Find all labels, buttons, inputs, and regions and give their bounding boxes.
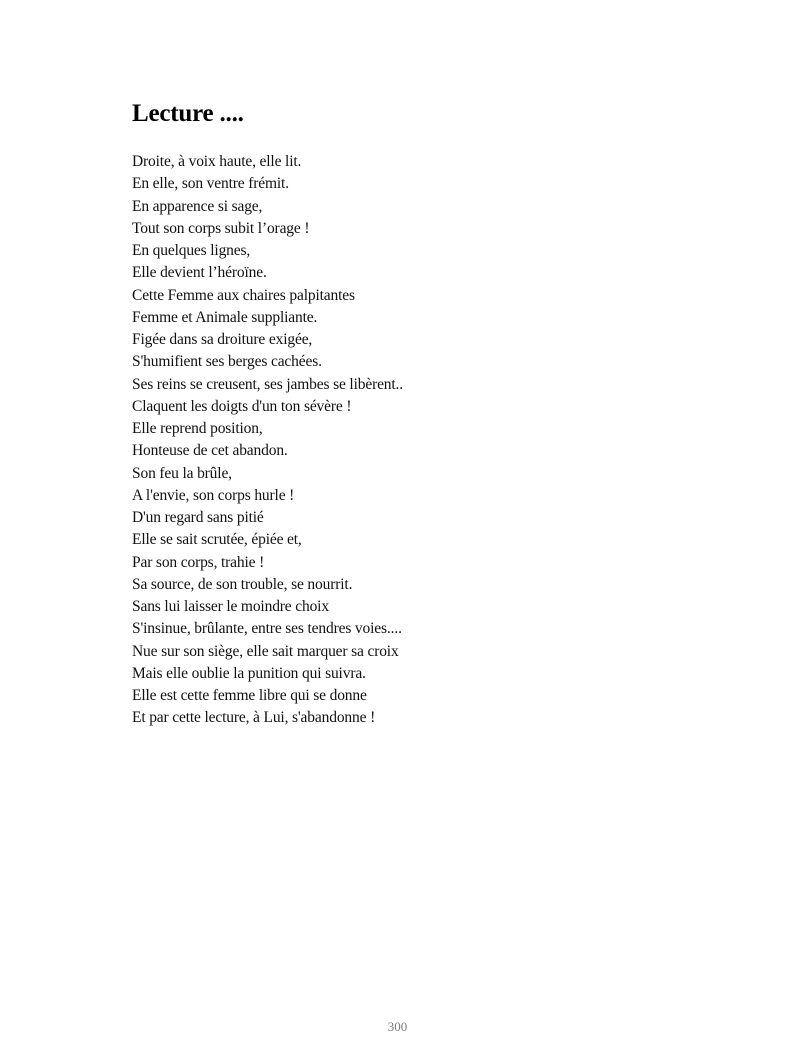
poem-line: Tout son corps subit l’orage ! [132,219,310,237]
poem-line: Sans lui laisser le moindre choix [132,598,329,615]
poem-line: En elle, son ventre frémit. [132,175,289,193]
poem-line: Femme et Animale suppliante. [132,308,318,326]
poem-line: En apparence si sage, [132,197,263,215]
poem-line: Elle se sait scrutée, épiée et, [132,531,302,549]
page-title: Lecture .... [132,100,244,127]
poem-line: Droite, à voix haute, elle lit. [132,153,302,170]
poem-line: Elle devient l’héroïne. [132,264,267,282]
poem-line: Figée dans sa droiture exigée, [132,331,313,348]
page-number: 300 [387,1019,408,1034]
poem-line: Son feu la brûle, [132,464,232,482]
poem-text [132,151,403,730]
poem-line: Elle est cette femme libre qui se donne [132,687,367,704]
poem-line: S'insinue, brûlante, entre ses tendres voies.... [132,620,402,638]
poem-line: En quelques lignes, [132,242,251,259]
poem-line: A l'envie, son corps hurle ! [132,486,295,504]
poem-line: D'un regard sans pitié [132,509,264,526]
poem-line: Ses reins se creusent, ses jambes se libèrent.. [132,375,404,393]
poem-line: Claquent les doigts d'un ton sévère ! [132,397,352,415]
poem-line: Et par cette lecture, à Lui, s'abandonne ! [132,709,376,727]
poem-line: Cette Femme aux chaires palpitantes [132,286,355,304]
poem-line: Mais elle oublie la punition qui suivra. [132,664,366,682]
poem-line: Sa source, de son trouble, se nourrit. [132,575,353,593]
poem-line: Honteuse de cet abandon. [132,442,288,460]
poem-line: Nue sur son siège, elle sait marquer sa croix [132,642,399,660]
poem-line: Elle reprend position, [132,420,263,437]
poem-line: Par son corps, trahie ! [132,553,265,571]
poem-line: S'humifient ses berges cachées. [132,353,322,371]
